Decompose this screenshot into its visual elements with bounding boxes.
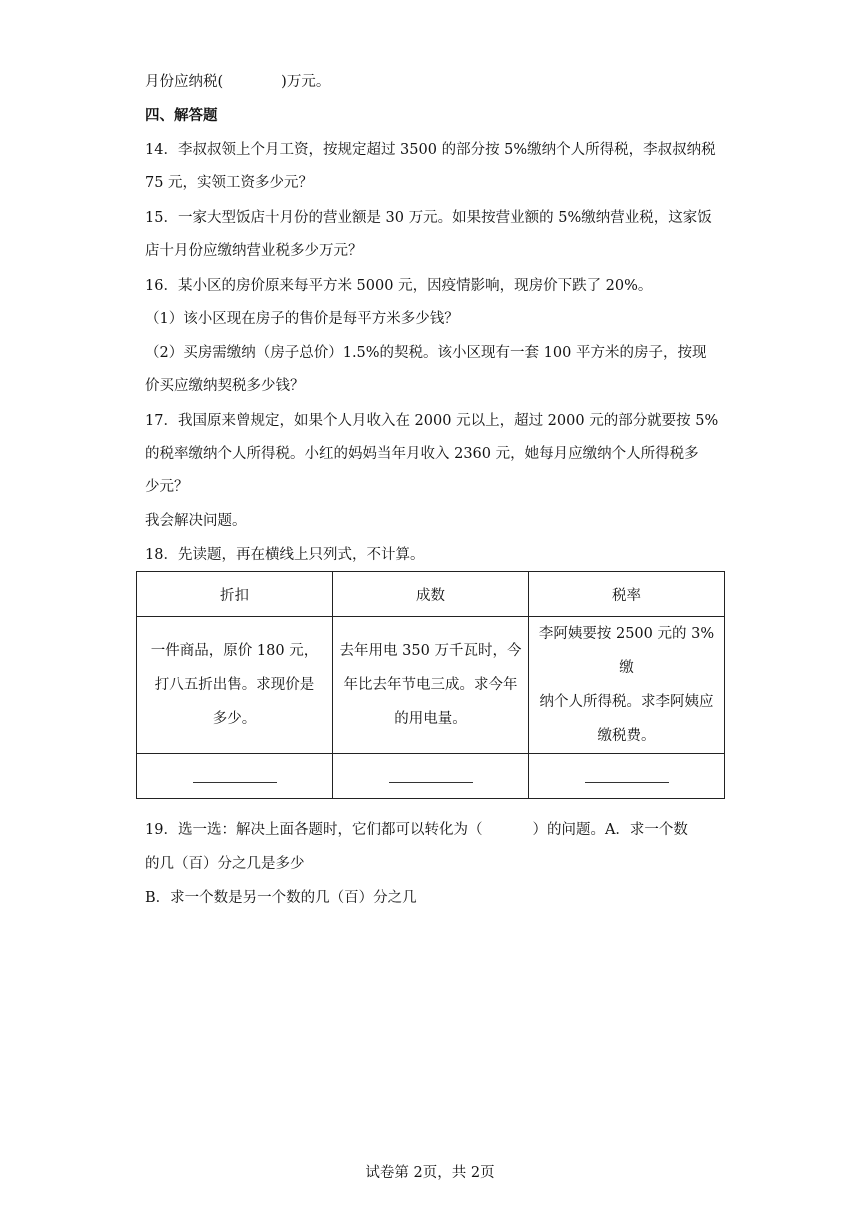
question-17-line-1: 17．我国原来曾规定，如果个人月收入在 2000 元以上，超过 2000 元的部分就要按 5%	[145, 413, 719, 429]
table-header-row	[137, 572, 725, 617]
cell-line: 纳个人所得税。求李阿姨应	[539, 694, 714, 710]
question-19-line-1	[145, 820, 688, 840]
question-14-line-2: 75 元，实领工资多少元？	[145, 175, 314, 191]
line-text: ）的问题。A．求一个数	[532, 822, 688, 838]
question-18: 18．先读题，再在横线上只列式，不计算。	[145, 547, 425, 563]
cell-line: 的用电量。	[394, 711, 467, 727]
cell-line: 李阿姨要按 2500 元的 3%缴	[538, 626, 715, 676]
section-heading: 四、解答题	[145, 107, 218, 124]
question-18-table	[136, 571, 725, 799]
line-text: 月份应纳税(	[145, 74, 224, 90]
header-tax-rate: 税率	[529, 572, 725, 617]
question-17-line-3: 少元？	[145, 479, 189, 495]
cell-line: 去年用电 350 万千瓦时，今	[339, 643, 522, 659]
question-14-line-1: 14．李叔叔领上个月工资，按规定超过 3500 的部分按 5%缴纳个人所得税，李叔叔纳税	[145, 142, 716, 158]
question-16-part-2-cont: 价买应缴纳契税多少钱？	[145, 378, 305, 394]
question-16-line-1: 16．某小区的房价原来每平方米 5000 元，因疫情影响，现房价下跌了 20%。	[145, 278, 653, 294]
question-16-part-1: （1）该小区现在房子的售价是每平方米多少钱？	[145, 311, 459, 327]
header-percentage: 成数	[333, 572, 529, 617]
line-text: 19．选一选：解决上面各题时，它们都可以转化为（	[145, 822, 483, 838]
answer-row	[137, 754, 725, 799]
answer-line[interactable]	[585, 770, 669, 783]
question-19-option-b: B．求一个数是另一个数的几（百）分之几	[145, 890, 417, 906]
question-15-line-2: 店十月份应缴纳营业税多少万元？	[145, 243, 363, 259]
question-15-line-1: 15．一家大型饭店十月份的营业额是 30 万元。如果按营业额的 5%缴纳营业税，这家饭	[145, 210, 712, 226]
cell-line: 打八五折出售。求现价是	[154, 677, 315, 693]
cell-line: 缴税费。	[597, 728, 656, 744]
problem-discount	[137, 617, 333, 754]
line-text: )万元。	[281, 74, 331, 90]
answer-line[interactable]	[193, 770, 277, 783]
solve-prompt: 我会解决问题。	[145, 513, 247, 529]
header-discount: 折扣	[137, 572, 333, 617]
continued-question-line	[145, 72, 330, 92]
answer-cell-percentage[interactable]	[333, 754, 529, 799]
problem-percentage	[333, 617, 529, 754]
cell-line: 年比去年节电三成。求今年	[343, 677, 518, 693]
cell-line: 多少。	[212, 711, 257, 727]
page-footer: 试卷第 2页，共 2页	[365, 1165, 495, 1181]
problem-tax-rate	[529, 617, 725, 754]
question-17-line-2: 的税率缴纳个人所得税。小红的妈妈当年月收入 2360 元，她每月应缴纳个人所得税多	[145, 446, 699, 462]
cell-line: 一件商品，原价 180 元，	[150, 643, 319, 659]
answer-line[interactable]	[389, 770, 473, 783]
table-row	[137, 617, 725, 754]
answer-cell-discount[interactable]	[137, 754, 333, 799]
question-19-option-a-cont: 的几（百）分之几是多少	[145, 856, 305, 872]
question-16-part-2: （2）买房需缴纳（房子总价）1.5%的契税。该小区现有一套 100 平方米的房子，按现	[145, 345, 707, 361]
answer-cell-tax-rate[interactable]	[529, 754, 725, 799]
